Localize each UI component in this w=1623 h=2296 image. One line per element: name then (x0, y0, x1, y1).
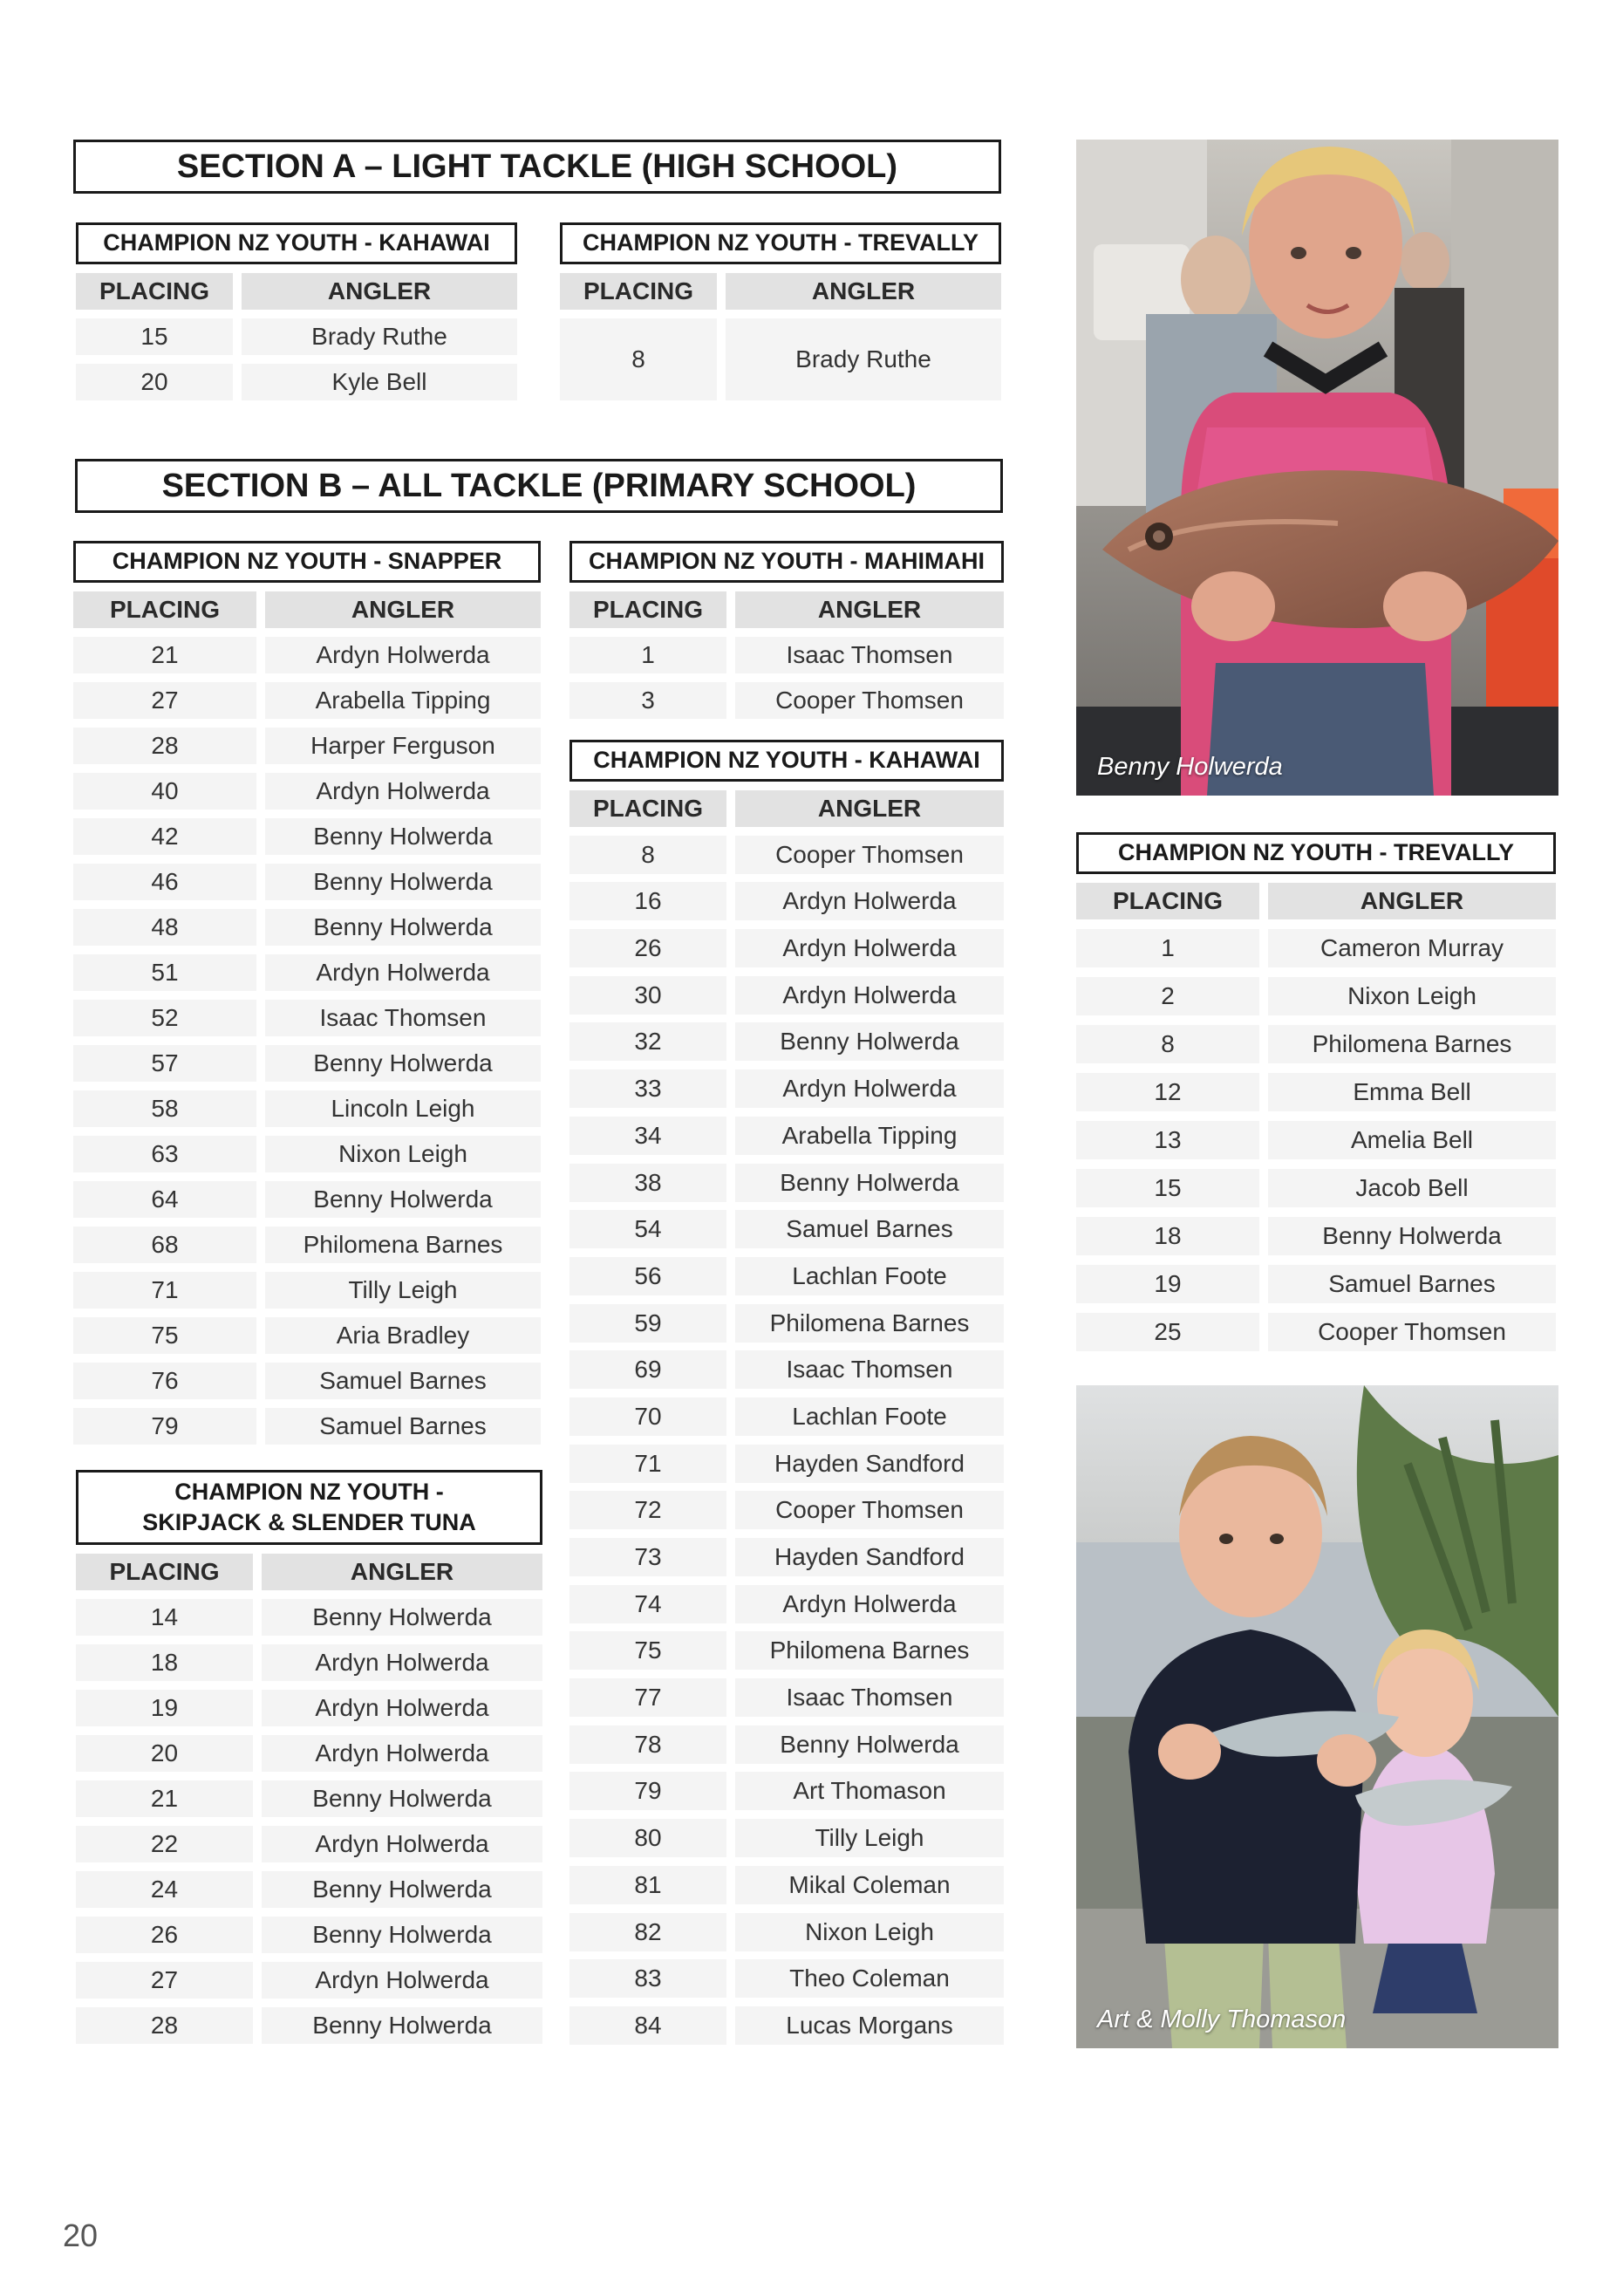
angler-cell: Cooper Thomsen (735, 836, 1004, 874)
table-row (569, 882, 1004, 920)
angler-cell: Philomena Barnes (735, 1304, 1004, 1343)
placing-cell: 15 (1076, 1169, 1259, 1207)
angler-cell: Benny Holwerda (735, 1725, 1004, 1764)
placing-cell: 81 (569, 1866, 726, 1904)
angler-cell: Ardyn Holwerda (265, 954, 541, 991)
table-row (569, 1491, 1004, 1529)
table-b-snapper (73, 541, 541, 1445)
table-row (569, 1772, 1004, 1810)
angler-header: ANGLER (726, 273, 1001, 310)
placing-cell: 18 (76, 1644, 253, 1681)
placing-cell: 22 (76, 1826, 253, 1862)
placing-cell: 57 (73, 1045, 256, 1082)
placing-cell: 58 (73, 1090, 256, 1127)
placing-cell: 74 (569, 1585, 726, 1623)
table-row (73, 1136, 541, 1172)
angler-header: ANGLER (265, 591, 541, 628)
angler-cell: Cooper Thomsen (1268, 1313, 1556, 1351)
angler-header: ANGLER (1268, 883, 1556, 919)
placing-header: PLACING (560, 273, 717, 310)
table-row (569, 1725, 1004, 1764)
table-row (73, 818, 541, 855)
placing-header: PLACING (569, 591, 726, 628)
table-row (73, 864, 541, 900)
placing-header: PLACING (76, 273, 233, 310)
angler-cell: Ardyn Holwerda (262, 1826, 542, 1862)
table-row (569, 1959, 1004, 1998)
table-row (1076, 929, 1556, 967)
photo-caption: Benny Holwerda (1097, 753, 1283, 781)
angler-cell: Isaac Thomsen (265, 1000, 541, 1036)
angler-cell: Aria Bradley (265, 1317, 541, 1354)
placing-cell: 52 (73, 1000, 256, 1036)
angler-cell: Hayden Sandford (735, 1538, 1004, 1576)
table-row (569, 1117, 1004, 1155)
angler-cell: Benny Holwerda (265, 818, 541, 855)
placing-cell: 1 (1076, 929, 1259, 967)
photo-benny-holwerda (1076, 140, 1558, 796)
table-row (73, 1000, 541, 1036)
placing-cell: 83 (569, 1959, 726, 1998)
table-row (73, 728, 541, 764)
table-row (73, 1317, 541, 1354)
placing-cell: 12 (1076, 1073, 1259, 1111)
table-b-kahawai (569, 740, 1004, 2045)
angler-cell: Ardyn Holwerda (265, 773, 541, 810)
angler-cell: Ardyn Holwerda (265, 637, 541, 673)
placing-cell: 28 (76, 2007, 253, 2044)
angler-cell: Benny Holwerda (262, 1917, 542, 1953)
photo-art-molly-thomason (1076, 1385, 1558, 2048)
angler-cell: Benny Holwerda (262, 1599, 542, 1636)
table-title: CHAMPION NZ YOUTH - KAHAWAI (569, 740, 1004, 782)
angler-cell: Cooper Thomsen (735, 1491, 1004, 1529)
placing-cell: 13 (1076, 1121, 1259, 1159)
placing-cell: 1 (569, 637, 726, 673)
angler-cell: Ardyn Holwerda (262, 1690, 542, 1726)
angler-cell: Kyle Bell (242, 364, 517, 400)
table-row (76, 1962, 542, 1999)
angler-cell: Benny Holwerda (265, 1045, 541, 1082)
table-row (1076, 1073, 1556, 1111)
angler-cell: Jacob Bell (1268, 1169, 1556, 1207)
angler-header: ANGLER (242, 273, 517, 310)
table-row (569, 1585, 1004, 1623)
placing-cell: 84 (569, 2006, 726, 2045)
placing-cell: 64 (73, 1181, 256, 1218)
placing-cell: 75 (73, 1317, 256, 1354)
placing-cell: 75 (569, 1631, 726, 1670)
placing-cell: 63 (73, 1136, 256, 1172)
placing-cell: 40 (73, 773, 256, 810)
table-row (569, 1866, 1004, 1904)
angler-cell: Nixon Leigh (265, 1136, 541, 1172)
table-row (569, 1022, 1004, 1061)
table-row (73, 1227, 541, 1263)
angler-cell: Samuel Barnes (265, 1408, 541, 1445)
table-row (73, 682, 541, 719)
placing-cell: 25 (1076, 1313, 1259, 1351)
table-row (73, 637, 541, 673)
table-row (76, 1735, 542, 1772)
table-row (1076, 1169, 1556, 1207)
angler-cell: Philomena Barnes (1268, 1025, 1556, 1063)
table-row (1076, 1313, 1556, 1351)
angler-cell: Harper Ferguson (265, 728, 541, 764)
angler-cell: Cooper Thomsen (735, 682, 1004, 719)
angler-cell: Benny Holwerda (262, 1871, 542, 1908)
placing-cell: 20 (76, 364, 233, 400)
table-row (76, 1826, 542, 1862)
angler-cell: Benny Holwerda (262, 1780, 542, 1817)
table-b-mahimahi (569, 541, 1004, 719)
angler-cell: Theo Coleman (735, 1959, 1004, 1998)
angler-cell: Ardyn Holwerda (262, 1644, 542, 1681)
placing-cell: 15 (76, 318, 233, 355)
angler-cell: Philomena Barnes (265, 1227, 541, 1263)
angler-cell: Ardyn Holwerda (735, 929, 1004, 967)
angler-cell: Benny Holwerda (735, 1022, 1004, 1061)
table-row (569, 1631, 1004, 1670)
table-title-line1: CHAMPION NZ YOUTH - (174, 1478, 444, 1505)
angler-cell: Benny Holwerda (1268, 1217, 1556, 1255)
table-row (73, 773, 541, 810)
table-title: CHAMPION NZ YOUTH - KAHAWAI (76, 222, 517, 264)
placing-cell: 21 (76, 1780, 253, 1817)
table-title: CHAMPION NZ YOUTH - TREVALLY (1076, 832, 1556, 874)
angler-cell: Lucas Morgans (735, 2006, 1004, 2045)
placing-cell: 59 (569, 1304, 726, 1343)
table-row (76, 1917, 542, 1953)
angler-cell: Art Thomason (735, 1772, 1004, 1810)
table-row (73, 1272, 541, 1309)
table-row (569, 929, 1004, 967)
angler-cell: Isaac Thomsen (735, 637, 1004, 673)
placing-cell: 24 (76, 1871, 253, 1908)
angler-cell: Mikal Coleman (735, 1866, 1004, 1904)
table-row (76, 318, 517, 355)
placing-cell: 20 (76, 1735, 253, 1772)
table-row (73, 1181, 541, 1218)
placing-cell: 82 (569, 1913, 726, 1951)
table-title (76, 1470, 542, 1545)
placing-cell: 76 (73, 1363, 256, 1399)
table-row (569, 1257, 1004, 1295)
angler-cell: Samuel Barnes (735, 1210, 1004, 1248)
placing-cell: 8 (569, 836, 726, 874)
angler-header: ANGLER (735, 591, 1004, 628)
table-a-kahawai (76, 222, 517, 400)
placing-cell: 19 (1076, 1265, 1259, 1303)
angler-cell: Tilly Leigh (265, 1272, 541, 1309)
table-row (569, 2006, 1004, 2045)
placing-cell: 77 (569, 1678, 726, 1717)
placing-cell: 68 (73, 1227, 256, 1263)
placing-cell: 30 (569, 976, 726, 1015)
placing-cell: 19 (76, 1690, 253, 1726)
angler-cell: Cameron Murray (1268, 929, 1556, 967)
table-row (569, 1210, 1004, 1248)
table-row (1076, 977, 1556, 1015)
angler-cell: Ardyn Holwerda (262, 1962, 542, 1999)
table-row (73, 1090, 541, 1127)
angler-cell: Arabella Tipping (265, 682, 541, 719)
table-row (569, 637, 1004, 673)
placing-cell: 78 (569, 1725, 726, 1764)
angler-cell: Nixon Leigh (735, 1913, 1004, 1951)
table-row (1076, 1025, 1556, 1063)
table-b-skipjack (76, 1470, 542, 2044)
table-title: CHAMPION NZ YOUTH - SNAPPER (73, 541, 541, 583)
table-row (76, 2007, 542, 2044)
angler-cell: Ardyn Holwerda (735, 1585, 1004, 1623)
placing-cell: 71 (569, 1445, 726, 1483)
table-row (569, 1397, 1004, 1436)
placing-cell: 34 (569, 1117, 726, 1155)
placing-cell: 79 (569, 1772, 726, 1810)
placing-cell: 28 (73, 728, 256, 764)
angler-cell: Benny Holwerda (265, 1181, 541, 1218)
angler-cell: Philomena Barnes (735, 1631, 1004, 1670)
table-row (569, 1819, 1004, 1857)
table-row (76, 1644, 542, 1681)
photo-caption: Art & Molly Thomason (1097, 2006, 1347, 2033)
placing-cell: 8 (1076, 1025, 1259, 1063)
placing-cell: 38 (569, 1164, 726, 1202)
angler-cell: Ardyn Holwerda (262, 1735, 542, 1772)
table-row (569, 682, 1004, 719)
angler-cell: Brady Ruthe (726, 318, 1001, 400)
placing-cell: 26 (569, 929, 726, 967)
angler-cell: Ardyn Holwerda (735, 976, 1004, 1015)
angler-cell: Ardyn Holwerda (735, 1069, 1004, 1108)
angler-cell: Hayden Sandford (735, 1445, 1004, 1483)
placing-cell: 72 (569, 1491, 726, 1529)
table-row (569, 1304, 1004, 1343)
placing-cell: 26 (76, 1917, 253, 1953)
placing-cell: 3 (569, 682, 726, 719)
table-row (569, 836, 1004, 874)
table-b-trevally (1076, 832, 1556, 1351)
table-row (73, 909, 541, 946)
table-row (1076, 1121, 1556, 1159)
table-row (73, 1408, 541, 1445)
table-title: CHAMPION NZ YOUTH - TREVALLY (560, 222, 1001, 264)
placing-cell: 33 (569, 1069, 726, 1108)
table-row (569, 1164, 1004, 1202)
angler-cell: Amelia Bell (1268, 1121, 1556, 1159)
section-a-title: SECTION A – LIGHT TACKLE (HIGH SCHOOL) (73, 140, 1001, 194)
table-row (1076, 1217, 1556, 1255)
table-row (73, 954, 541, 991)
placing-cell: 2 (1076, 977, 1259, 1015)
placing-cell: 42 (73, 818, 256, 855)
table-row (73, 1045, 541, 1082)
placing-cell: 16 (569, 882, 726, 920)
placing-cell: 32 (569, 1022, 726, 1061)
placing-cell: 46 (73, 864, 256, 900)
section-b-title: SECTION B – ALL TACKLE (PRIMARY SCHOOL) (75, 459, 1003, 513)
table-row (569, 976, 1004, 1015)
placing-cell: 54 (569, 1210, 726, 1248)
table-row (76, 1690, 542, 1726)
angler-cell: Benny Holwerda (735, 1164, 1004, 1202)
placing-header: PLACING (76, 1554, 253, 1590)
angler-cell: Lachlan Foote (735, 1257, 1004, 1295)
angler-cell: Nixon Leigh (1268, 977, 1556, 1015)
placing-cell: 14 (76, 1599, 253, 1636)
angler-cell: Ardyn Holwerda (735, 882, 1004, 920)
placing-cell: 8 (560, 318, 717, 400)
placing-header: PLACING (569, 790, 726, 827)
table-row (569, 1678, 1004, 1717)
angler-cell: Tilly Leigh (735, 1819, 1004, 1857)
page-number: 20 (63, 2217, 99, 2253)
table-title: CHAMPION NZ YOUTH - MAHIMAHI (569, 541, 1004, 583)
placing-header: PLACING (73, 591, 256, 628)
placing-cell: 80 (569, 1819, 726, 1857)
placing-cell: 27 (73, 682, 256, 719)
angler-header: ANGLER (262, 1554, 542, 1590)
table-row (569, 1538, 1004, 1576)
angler-cell: Benny Holwerda (265, 909, 541, 946)
table-row (76, 364, 517, 400)
placing-cell: 70 (569, 1397, 726, 1436)
table-row (569, 1913, 1004, 1951)
placing-cell: 21 (73, 637, 256, 673)
angler-cell: Isaac Thomsen (735, 1350, 1004, 1389)
table-row (73, 1363, 541, 1399)
placing-cell: 73 (569, 1538, 726, 1576)
angler-cell: Lincoln Leigh (265, 1090, 541, 1127)
placing-cell: 27 (76, 1962, 253, 1999)
angler-cell: Emma Bell (1268, 1073, 1556, 1111)
angler-cell: Lachlan Foote (735, 1397, 1004, 1436)
placing-header: PLACING (1076, 883, 1259, 919)
angler-cell: Benny Holwerda (265, 864, 541, 900)
angler-cell: Brady Ruthe (242, 318, 517, 355)
table-row (569, 1445, 1004, 1483)
table-a-trevally (560, 222, 1001, 400)
table-row (76, 1599, 542, 1636)
table-row (569, 1069, 1004, 1108)
table-row (569, 1350, 1004, 1389)
angler-cell: Isaac Thomsen (735, 1678, 1004, 1717)
placing-cell: 79 (73, 1408, 256, 1445)
table-row (1076, 1265, 1556, 1303)
table-row (76, 1871, 542, 1908)
table-row (76, 1780, 542, 1817)
placing-cell: 48 (73, 909, 256, 946)
angler-cell: Arabella Tipping (735, 1117, 1004, 1155)
placing-cell: 71 (73, 1272, 256, 1309)
placing-cell: 56 (569, 1257, 726, 1295)
placing-cell: 51 (73, 954, 256, 991)
angler-header: ANGLER (735, 790, 1004, 827)
table-row (560, 318, 1001, 400)
table-title-line2: SKIPJACK & SLENDER TUNA (142, 1509, 476, 1535)
angler-cell: Samuel Barnes (1268, 1265, 1556, 1303)
placing-cell: 69 (569, 1350, 726, 1389)
placing-cell: 18 (1076, 1217, 1259, 1255)
angler-cell: Samuel Barnes (265, 1363, 541, 1399)
angler-cell: Benny Holwerda (262, 2007, 542, 2044)
